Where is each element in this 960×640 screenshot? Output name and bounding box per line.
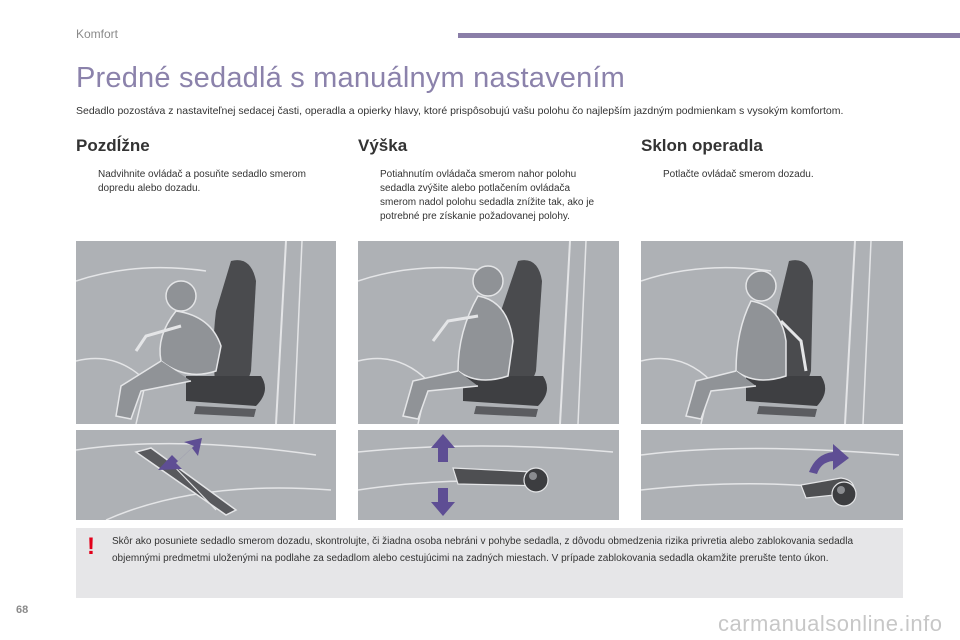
instruction-item (641, 168, 891, 182)
seat-illustration-backrest (641, 241, 903, 424)
warning-icon: ! (87, 533, 95, 560)
column-backrest-angle (641, 136, 891, 182)
watermark: carmanualsonline.info (718, 611, 943, 636)
lever-closeup (641, 430, 903, 520)
seat-illustration-longitudinal (76, 241, 336, 424)
closeup-height-lever (358, 430, 619, 520)
lever-closeup (358, 430, 619, 520)
closeup-backrest-lever (641, 430, 903, 520)
column-heading: Výška (358, 136, 408, 155)
column-heading: Pozdĺžne (76, 136, 150, 155)
seat-illustration-height (358, 241, 619, 424)
section-label: Komfort (76, 27, 119, 41)
closeup-longitudinal-lever (76, 430, 336, 520)
page-title: Predné sedadlá s manuálnym nastavením (76, 62, 626, 94)
warning-text: Skôr ako posuniete sedadlo smerom dozadu, skontrolujte, či žiadna osoba nebráni v pohybe sedadla, z dôvodu obmedzenia rizika privretia alebo zablokovania sedadla objemnými predmetmi uloženými na podlahe za sedadlom alebo cestujúcimi na zadných miestach. V prípade zablokovania sedadla okamžite prerušte tento úkon. (112, 536, 854, 564)
seated-driver-illustration (358, 241, 619, 424)
instruction-text: Potlačte ovládač smerom dozadu. (663, 169, 814, 180)
instruction-text: Potiahnutím ovládača smerom nahor polohu sedadla zvýšite alebo potlačením ovládača smerom nadol polohu sedadla znížite tak, ako je potrebné pre získanie požadovanej polohy. (380, 169, 595, 222)
seated-driver-illustration (641, 241, 903, 424)
header-rule (458, 33, 960, 38)
instruction-item (358, 168, 608, 224)
instruction-text: Nadvihnite ovládač a posuňte sedadlo smerom dopredu alebo dozadu. (98, 169, 306, 194)
column-longitudinal (76, 136, 326, 196)
page-number: 68 (16, 604, 29, 616)
column-heading: Sklon operadla (641, 136, 763, 155)
intro-paragraph: Sedadlo pozostáva z nastaviteľnej sedacej časti, operadla a opierky hlavy, ktoré prispôsobujú vašu polohu čo najlepším jazdným podmienkam s vysokým komfortom. (76, 105, 844, 117)
column-height (358, 136, 608, 224)
lever-closeup (76, 430, 336, 520)
seated-driver-illustration (76, 241, 336, 424)
instruction-item (76, 168, 326, 196)
